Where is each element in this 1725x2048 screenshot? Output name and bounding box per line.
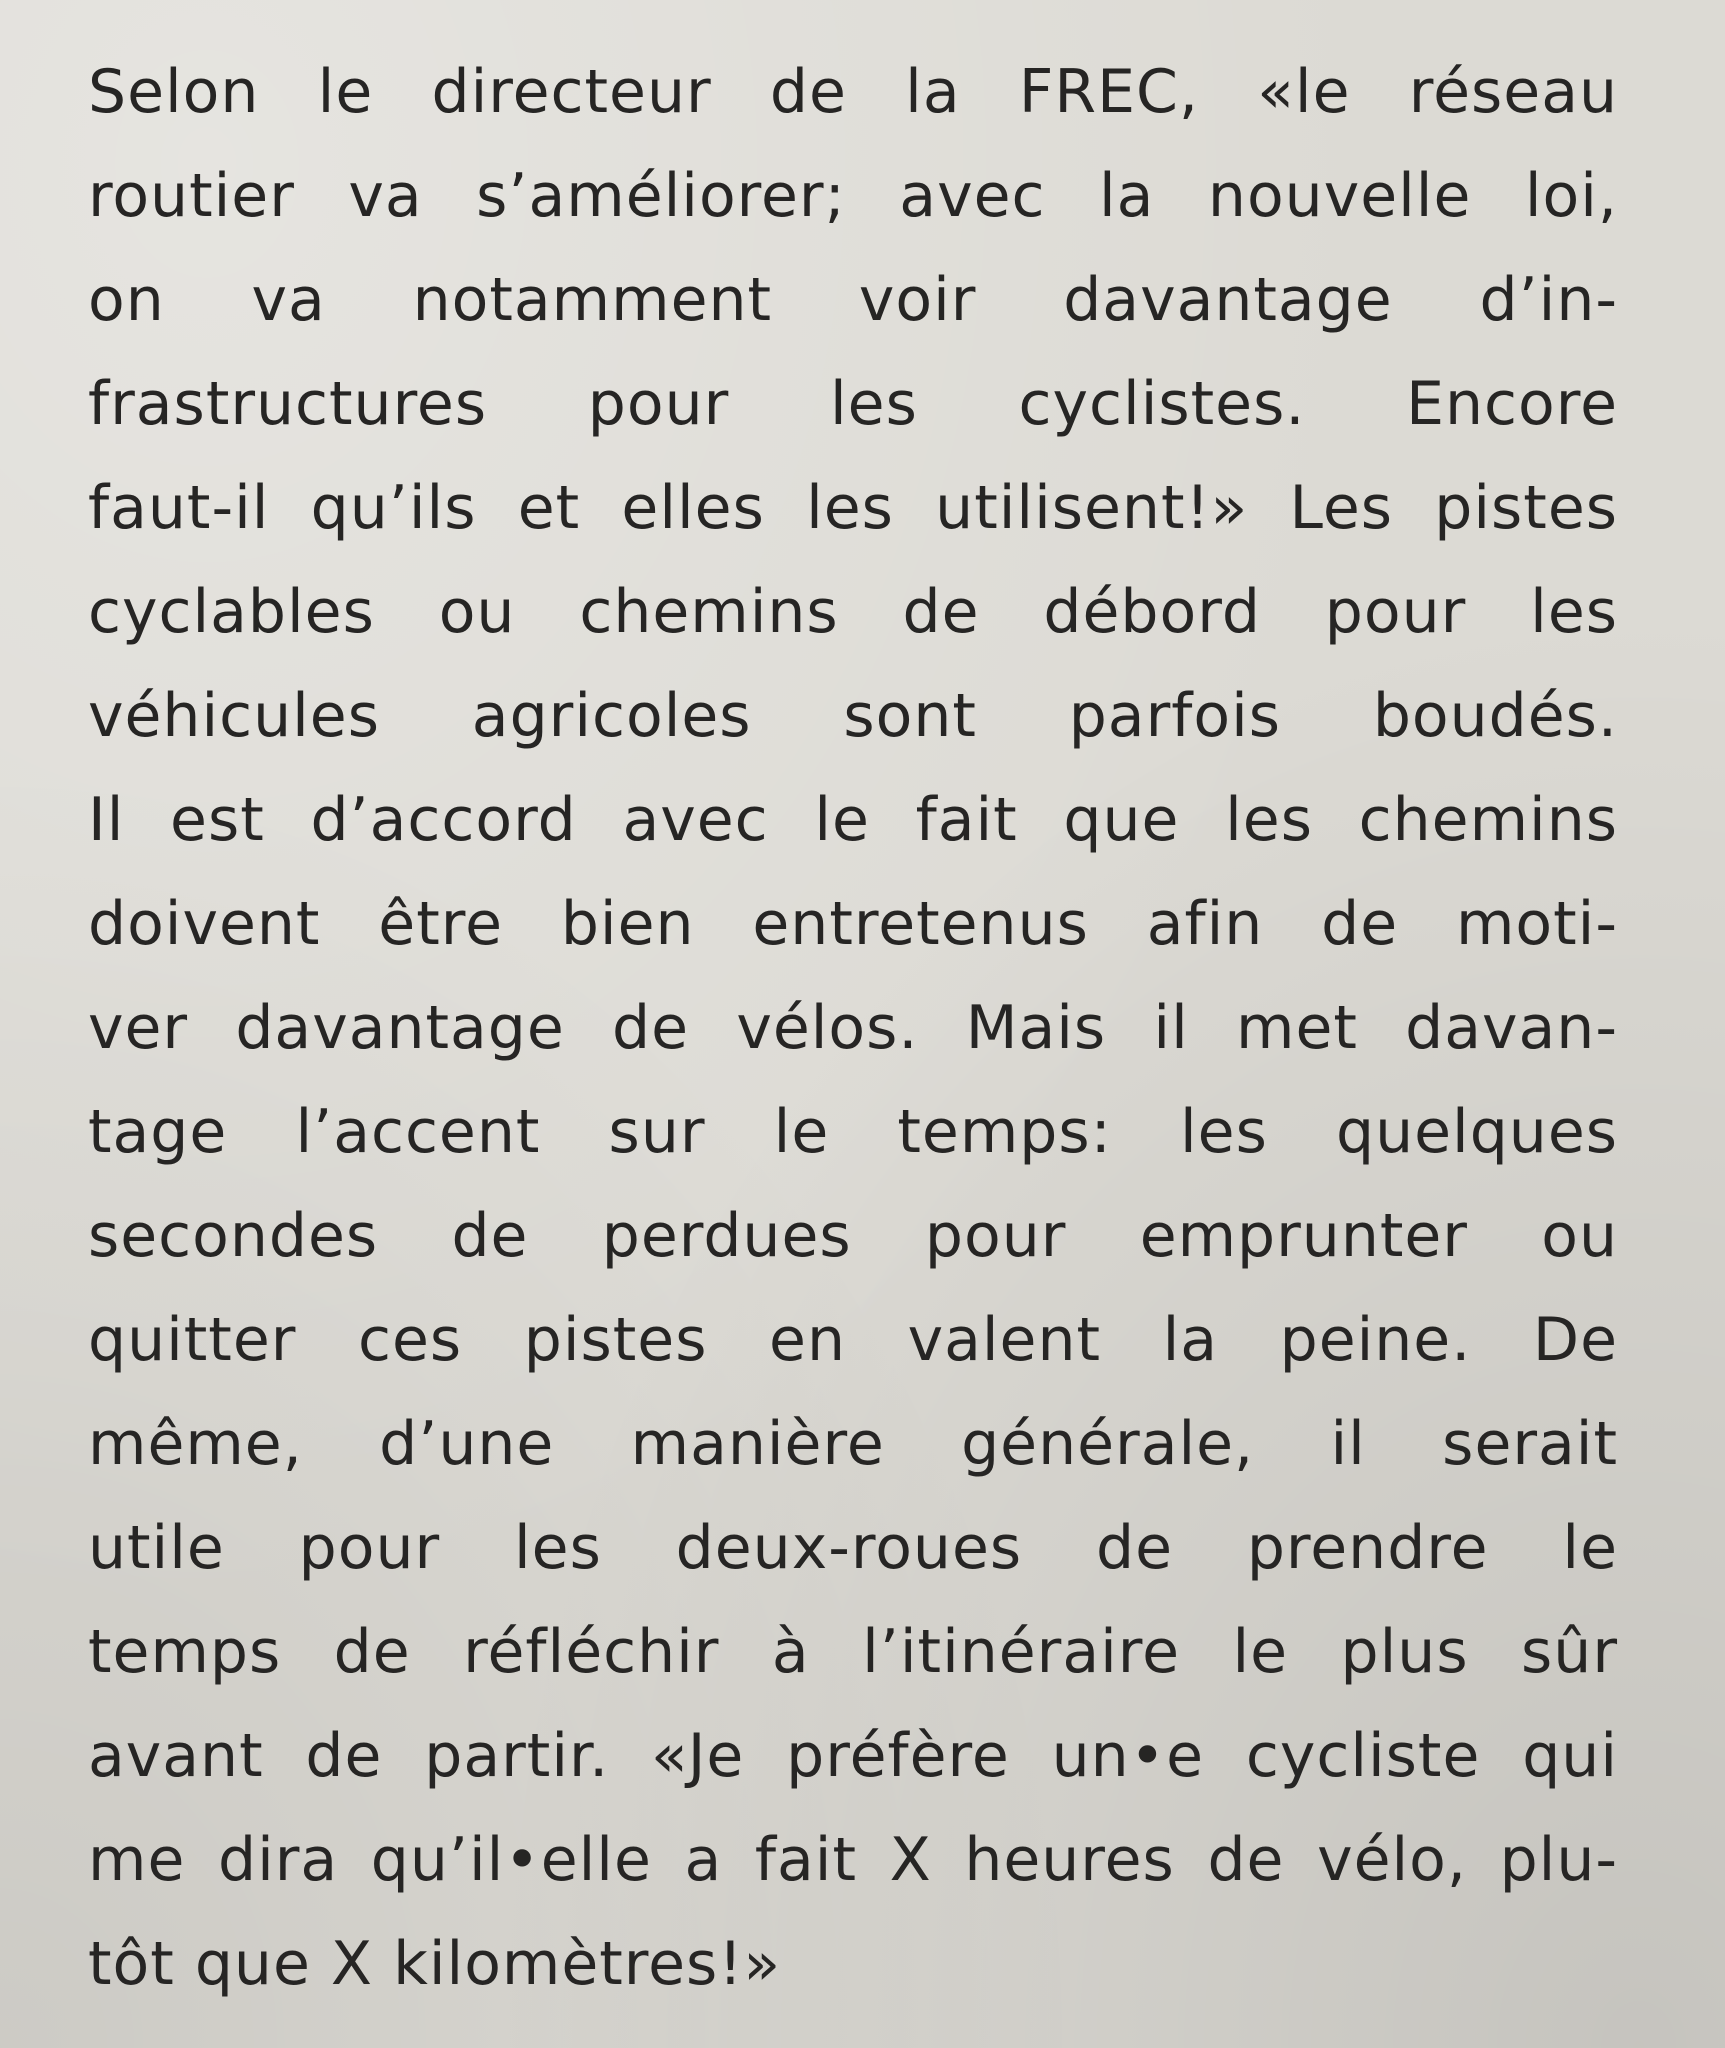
text-line: ver davantage de vélos. Mais il met davan- bbox=[88, 993, 1618, 1063]
text-line: cyclables ou chemins de débord pour les bbox=[88, 577, 1618, 647]
text-line: faut-il qu’ils et elles les utilisent!» Les pistes bbox=[88, 473, 1618, 543]
text-line: temps de réfléchir à l’itinéraire le plus sûr bbox=[88, 1617, 1618, 1687]
text-line: quitter ces pistes en valent la peine. De bbox=[88, 1305, 1618, 1375]
text-line: même, d’une manière générale, il serait bbox=[88, 1409, 1618, 1479]
text-line: véhicules agricoles sont parfois boudés. bbox=[88, 681, 1618, 751]
text-line: utile pour les deux-roues de prendre le bbox=[88, 1513, 1618, 1583]
text-line: me dira qu’il•elle a fait X heures de vélo, plu- bbox=[88, 1825, 1618, 1895]
article-paragraph bbox=[88, 40, 1618, 2016]
text-line: routier va s’améliorer; avec la nouvelle loi, bbox=[88, 161, 1618, 231]
text-line: frastructures pour les cyclistes. Encore bbox=[88, 369, 1618, 439]
text-line: Selon le directeur de la FREC, «le réseau bbox=[88, 57, 1618, 127]
text-line: on va notamment voir davantage d’in- bbox=[88, 265, 1618, 335]
text-line: avant de partir. «Je préfère un•e cycliste qui bbox=[88, 1721, 1618, 1791]
text-line: secondes de perdues pour emprunter ou bbox=[88, 1201, 1618, 1271]
text-line-last: tôt que X kilomètres!» bbox=[88, 1929, 782, 1999]
text-line: doivent être bien entretenus afin de moti- bbox=[88, 889, 1618, 959]
text-line: Il est d’accord avec le fait que les chemins bbox=[88, 785, 1618, 855]
text-line: tage l’accent sur le temps: les quelques bbox=[88, 1097, 1618, 1167]
